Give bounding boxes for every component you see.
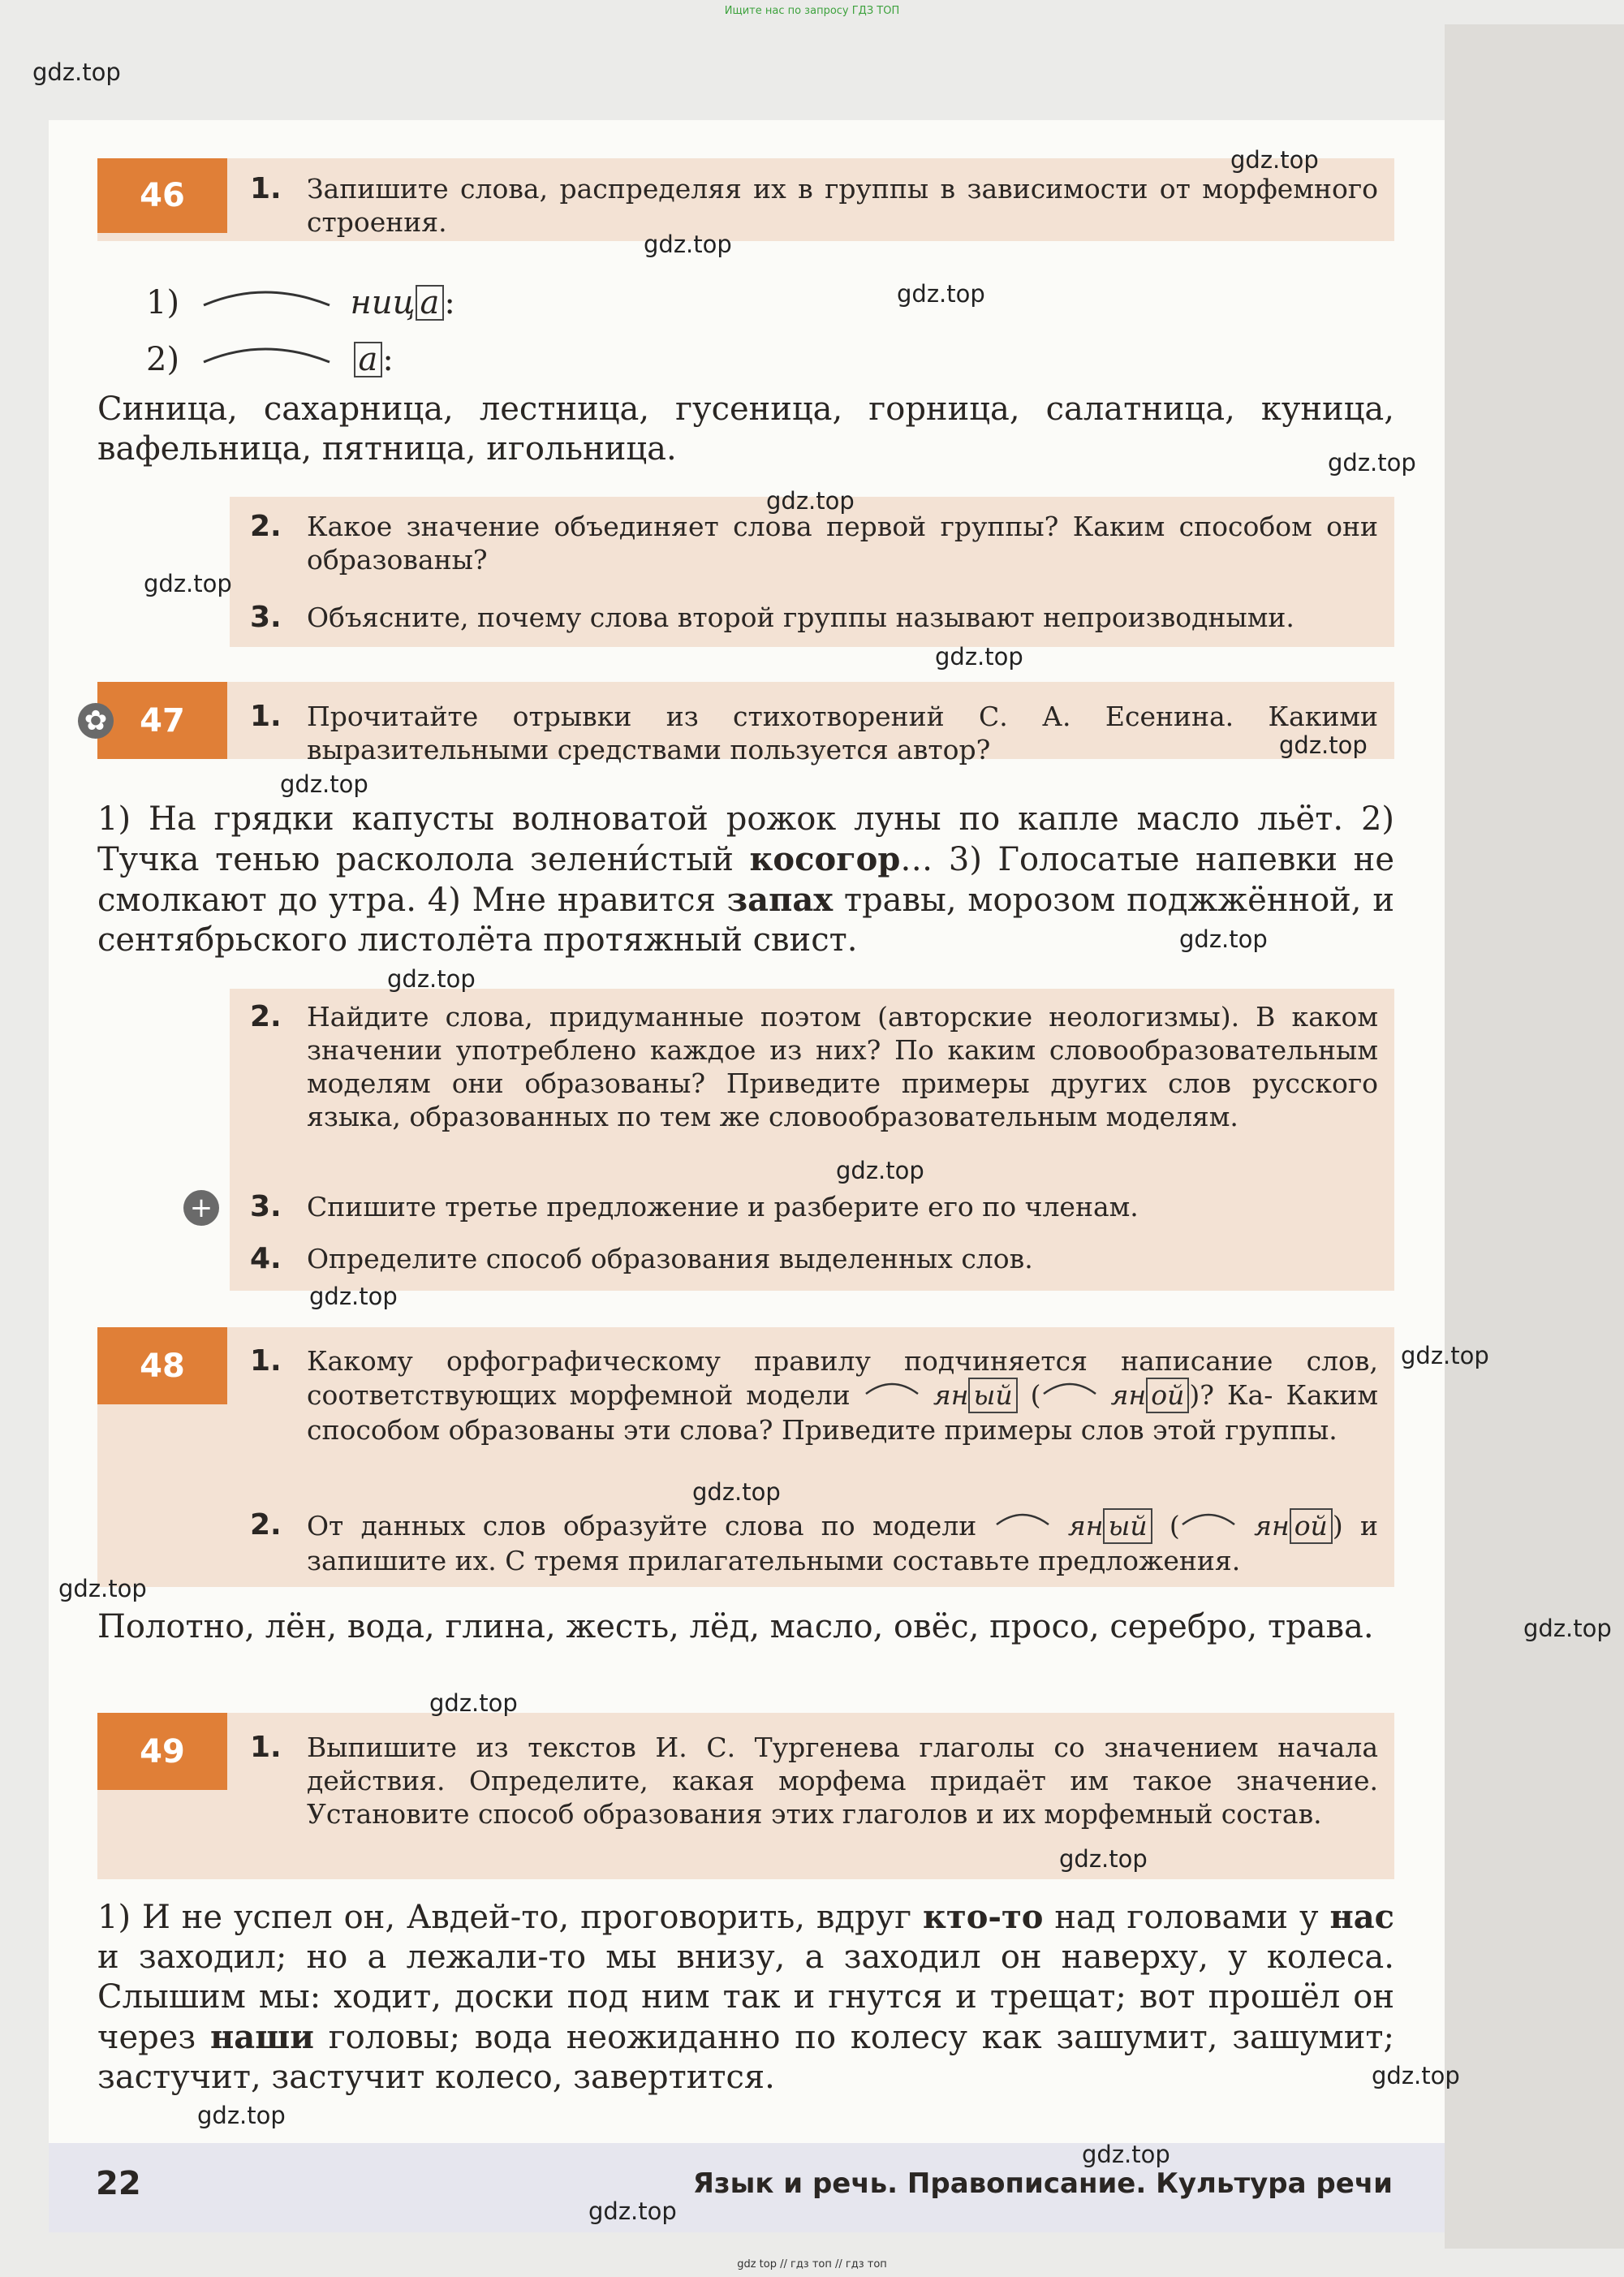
watermark: gdz.top	[1328, 449, 1416, 477]
text: над головами у	[1043, 1899, 1330, 1936]
root-arc-icon	[864, 1378, 920, 1395]
ex49-turgenev-text	[97, 1897, 1394, 2098]
task-text: Спишите третье предложение и разберите его по членам.	[307, 1191, 1139, 1223]
suffix-mark: ян	[933, 1379, 969, 1411]
task-text: Найдите слова, придуманные поэтом (авторские неологизмы). В каком значении употреблено каждое из них? По каким словообразовательным моделям они образованы? Приведите примеры других слов русского языка, образованных по тем же словообразовательным моделям.	[307, 1001, 1378, 1132]
page-number: 22	[96, 2165, 141, 2202]
task-number: 1.	[250, 700, 282, 733]
watermark: gdz.top	[766, 487, 855, 515]
root-arc-icon	[1041, 1378, 1098, 1395]
watermark: gdz.top	[1372, 2062, 1460, 2089]
ex48-number: 48	[97, 1327, 227, 1404]
ex47-task4	[250, 1242, 1378, 1275]
watermark: gdz.top	[1082, 2141, 1170, 2168]
text: головы; вода неожиданно по колесу как зашумит, зашумит; застучит, застучит колесо, завертится.	[97, 2019, 1394, 2096]
ex46-task3	[250, 601, 1378, 634]
ending-box: ый	[968, 1378, 1017, 1413]
ex46-model-2	[146, 341, 394, 378]
watermark: gdz.top	[429, 1689, 518, 1717]
text: Каким способом образованы эти слова? Приведите примеры слов этой группы.	[307, 1379, 1378, 1446]
ex46-model-1	[146, 284, 455, 321]
task-text: Запишите слова, распределяя их в группы в зависимости от морфемного строения.	[307, 173, 1378, 238]
ending-box: ой	[1290, 1508, 1333, 1544]
task-text: Определите способ образования выделенных слов.	[307, 1243, 1033, 1274]
ex47-task2	[250, 1000, 1378, 1133]
suffix-mark: ян	[1067, 1510, 1104, 1542]
watermark: gdz.top	[309, 1283, 398, 1310]
ex46-task2	[250, 510, 1378, 576]
watermark: gdz.top	[644, 231, 732, 258]
task-text: От данных слов образуйте слова по модели ян ый ( ян ой ) и запишите их. С тремя прилагательными составьте предложения.	[307, 1510, 1378, 1576]
task-number: 2.	[250, 1508, 282, 1542]
task-number: 1.	[250, 1344, 282, 1378]
highlighted-word: косогор	[749, 840, 901, 878]
top-note[interactable]: Ищите нас по запросу ГДЗ ТОП	[724, 5, 900, 17]
task-text: Какое значение объединяет слова первой группы? Каким способом они образованы?	[307, 511, 1378, 576]
task-number: 3.	[250, 601, 282, 634]
watermark: gdz.top	[1230, 146, 1319, 174]
root-arc-icon	[200, 341, 334, 365]
task-number: 4.	[250, 1242, 282, 1275]
task-number: 1.	[250, 1731, 282, 1764]
root-arc-icon	[1180, 1508, 1237, 1526]
watermark: gdz.top	[588, 2197, 677, 2225]
watermark: gdz.top	[692, 1478, 781, 1506]
highlighted-word: запах	[726, 881, 834, 919]
suffix-mark: ниц	[350, 284, 416, 321]
task-number: 3.	[250, 1190, 282, 1223]
text: 1) На грядки капусты волноватой рожок луны по капле масло льёт. 2) Тучка тенью расколола зелени́стый	[97, 800, 1394, 878]
plus-icon: +	[183, 1190, 219, 1226]
watermark: gdz.top	[836, 1157, 924, 1184]
ex47-number: 47	[97, 682, 227, 759]
task-text: Объясните, почему слова второй группы называют непроизводными.	[307, 602, 1294, 633]
text: и заходил; но а лежали-то мы внизу, а заходил он наверху, у колеса. Слышим мы: ходит, доски под ним так и гнутся и трещат; вот прошёл он через	[97, 1938, 1394, 2056]
star-icon: ✿	[78, 703, 114, 739]
watermark: gdz.top	[58, 1575, 147, 1602]
text: От данных слов образуйте слова по модели	[307, 1510, 977, 1542]
watermark: gdz.top	[387, 965, 476, 993]
ending-box: а	[416, 285, 445, 321]
ex48-task1	[250, 1344, 1378, 1447]
highlighted-word: нас	[1329, 1898, 1394, 1936]
colon: :	[444, 284, 455, 321]
bottom-note[interactable]: gdz top // гдз топ // гдз топ	[737, 2258, 887, 2271]
model-label: 2)	[146, 341, 180, 378]
text: )? Ка-	[1189, 1379, 1273, 1411]
watermark: gdz.top	[197, 2102, 286, 2129]
next-page-edge	[1445, 24, 1624, 2249]
task-number: 2.	[250, 510, 282, 543]
colon: :	[382, 341, 394, 378]
text: … 3) Голосатые напевки не смолкают до утра. 4) Мне нравится	[97, 841, 1394, 919]
watermark: gdz.top	[1279, 731, 1368, 759]
task-number: 2.	[250, 1000, 282, 1033]
highlighted-word: наши	[210, 2018, 314, 2056]
ending-box: ый	[1103, 1508, 1152, 1544]
ex46-task1	[250, 172, 1378, 239]
root-arc-icon	[994, 1508, 1051, 1526]
running-title: Язык и речь. Правописание. Культура речи	[692, 2167, 1393, 2200]
text: 1) И не успел он, Авдей-то, проговорить, вдруг	[97, 1899, 924, 1936]
task-text: Какому орфографическому правилу подчиняется написание слов, соответствующих морфемной модели ян ый ( ян ой )? Ка- Каким способом образованы эти слова? Приведите примеры слов этой группы.	[307, 1345, 1378, 1446]
ex46-number: 46	[97, 158, 227, 233]
text: Какому орфографическому правилу подчиняется написание слов, соответствующих морфемной модели	[307, 1345, 1378, 1411]
watermark: gdz.top	[144, 570, 232, 597]
ex48-task2	[250, 1508, 1378, 1577]
watermark: gdz.top	[1401, 1342, 1489, 1369]
watermark: gdz.top	[1523, 1615, 1612, 1642]
watermark: gdz.top	[280, 770, 368, 798]
task-text: Прочитайте отрывки из стихотворений С. А. Есенина. Какими выразительными средствами пользуется автор?	[307, 701, 1378, 765]
text: и запишите их. С тремя прилагательными составьте предложения.	[307, 1510, 1378, 1576]
ex47-task1	[250, 700, 1378, 766]
watermark: gdz.top	[1059, 1845, 1148, 1873]
ex47-task3	[250, 1190, 1378, 1223]
model-label: 1)	[146, 284, 180, 321]
suffix-mark: ян	[1110, 1379, 1147, 1411]
ending-box: ой	[1146, 1378, 1189, 1413]
watermark: gdz.top	[935, 643, 1023, 671]
ex46-words: Синица, сахарница, лестница, гусеница, горница, салатница, куница, вафельница, пятница, игольница.	[97, 390, 1394, 468]
watermark: gdz.top	[1179, 925, 1268, 953]
text: травы, морозом поджжённой, и сентябрьского листолёта протяжный свист.	[97, 882, 1394, 959]
task-text: Выпишите из текстов И. С. Тургенева глаголы со значением начала действия. Определите, какая морфема придаёт им такое значение. Установите способ образования этих глаголов и их морфемный состав.	[307, 1731, 1378, 1830]
watermark: gdz.top	[32, 58, 121, 86]
ending-box: а	[354, 342, 383, 377]
watermark: gdz.top	[897, 280, 985, 308]
ex48-words: Полотно, лён, вода, глина, жесть, лёд, масло, овёс, просо, серебро, трава.	[97, 1608, 1374, 1645]
root-arc-icon	[200, 284, 334, 308]
ex49-number: 49	[97, 1713, 227, 1790]
task-number: 1.	[250, 172, 282, 205]
ex49-task1	[250, 1731, 1378, 1831]
highlighted-word: кто-то	[923, 1898, 1044, 1936]
suffix-mark: ян	[1254, 1510, 1290, 1542]
